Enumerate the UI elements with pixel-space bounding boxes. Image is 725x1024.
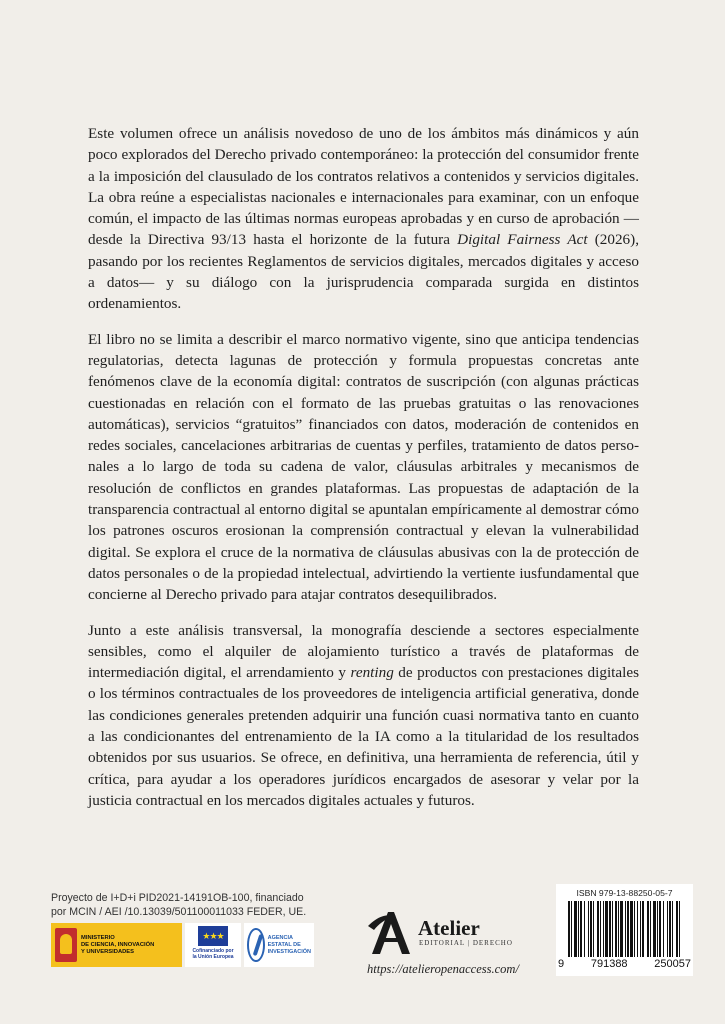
publisher-url[interactable]: https://atelieropenaccess.com/: [367, 962, 519, 976]
publisher-subtitle: EDITORIAL | DERECHO: [419, 939, 513, 947]
publisher-logo: [366, 906, 513, 958]
barcode-bar: [637, 901, 638, 957]
barcode-bar: [627, 901, 629, 957]
barcode-bar: [640, 901, 641, 957]
funding-note: Proyecto de I+D+i PID2021-14191OB-100, financiado por MCIN / AEI /10.13039/501100011033 FEDER, UE.: [51, 892, 307, 918]
barcode-bar: [603, 901, 604, 957]
funder-logos: [51, 923, 314, 967]
barcode-bar: [609, 901, 611, 957]
spain-crest-icon: [55, 928, 77, 962]
barcode-bar: [650, 901, 651, 957]
barcode-bar: [669, 901, 671, 957]
barcode-bar: [653, 901, 656, 957]
isbn-label: ISBN 979-13-88250-05-7: [576, 888, 673, 898]
publisher-name: Atelier: [418, 916, 480, 940]
barcode-bar: [657, 901, 658, 957]
barcode-bar: [672, 901, 673, 957]
paragraph-1: Este volumen ofrece un análisis novedoso de uno de los ámbitos más dinámicos y aún poco explorados del Derecho privado contemporáneo: la protección del consumidor frente a la imposición del clausulado de los contratos relativos a contenidos y servicios digitales. La obra reúne a especialistas nacionales e internacionales para examinar, con un enfoque común, el impacto de las últimas normas europeas aprobadas y en curso de aprobación —desde la Directiva 93/13 hasta el horizonte de la futura Digital Fairness Act (2026), pasando por los recientes Reglamentos de servicios digitales, mercados digitales y acceso a datos— y su diálogo con la jurisprudencia comparada surgida en distintos ordenamientos.: [88, 125, 639, 313]
barcode-bar: [659, 901, 661, 957]
barcode-bar: [597, 901, 599, 957]
barcode-bar: [630, 901, 633, 957]
barcode-bar: [580, 901, 582, 957]
barcode-bar: [584, 901, 585, 957]
barcode-bar: [568, 901, 570, 957]
aei-mark-icon: [247, 928, 265, 962]
barcode-bar: [612, 901, 613, 957]
barcode-bar: [615, 901, 617, 957]
back-cover-text: [88, 123, 639, 825]
barcode-bar: [667, 901, 668, 957]
barcode-bar: [634, 901, 635, 957]
eu-flag-icon: ★★★: [198, 926, 228, 946]
isbn-barcode: [556, 884, 693, 976]
barcode-bar: [676, 901, 678, 957]
barcode-bar: [618, 901, 619, 957]
eu-logo: ★★★ Cofinanciado por la Unión Europea: [185, 923, 241, 967]
barcode-bar: [679, 901, 680, 957]
barcode-bar: [663, 901, 664, 957]
barcode-bar: [578, 901, 579, 957]
barcode-bar: [625, 901, 626, 957]
paragraph-3: Junto a este análisis transversal, la monografía desciende a sectores especialmente sensibles, como el alquiler de alojamiento turístico a través de plataformas de intermediación digital, el arrendamiento y renting de productos con prestaciones digitales o los términos contractuales de los proveedores de inteligencia artificial generativa, donde las condiciones generales pretenden adquirir una función cuasi normativa tanto en cuanto a las condicionantes del entrenamiento de la IA como a la titularidad de los resultados obtenidos por sus usuarios. Se ofrece, en definitiva, una herramienta de referencia, útil y crítica, para ayudar a los operadores jurídicos encargados de asesorar y velar por la justicia contractual en los mercados digitales actuales y futuros.: [88, 621, 640, 809]
barcode-digits: 9 791388 250057: [558, 958, 691, 970]
paragraph-2: El libro no se limita a describir el marco normativo vigente, sino que anticipa tendencias regulatorias, detecta lagunas de protección y formula propuestas concretas ante fenómenos clave de la economía digital: contratos de suscripción (con algunas prácticas cuestionadas en relación con el formato de las pruebas gratuitas o las renovaciones automáticas), servicios “gratuitos” financiados con datos, moderación de contenidos en redes sociales, cancelaciones arbitrarias de cuentas y perfiles, tratamiento de datos personales a lo largo de toda su cadena de valor, cláusulas arbitrales y mecanismos de resolución de conflictos en grandes plataformas. Las propuestas de adaptación de la transparencia contractual al entorno digital se apuntalan empíricamente al demostrar cómo los patrones oscuros erosionan la comprensión contractual y elevan la vulnerabilidad digital. Se explora el cruce de la normativa de cláusulas abusivas con la de protección de datos personales o de la propiedad intelectual, advirtiendo la vertiente iusfundamental que concierne al Derecho privado para atajar contratos desequilibrados.: [88, 330, 639, 604]
barcode-bar: [590, 901, 592, 957]
aei-logo: AGENCIA ESTATAL DE INVESTIGACIÓN: [244, 923, 314, 967]
barcode-bar: [571, 901, 572, 957]
ministry-logo: MINISTERIO DE CIENCIA, INNOVACIÓN Y UNIVERSIDADES: [51, 923, 182, 967]
barcode-bar: [620, 901, 623, 957]
barcode-bar: [600, 901, 601, 957]
barcode-bar: [574, 901, 577, 957]
barcode-bar: [593, 901, 594, 957]
atelier-emblem-icon: [366, 906, 414, 958]
barcode-bar: [605, 901, 608, 957]
barcode-bar: [647, 901, 649, 957]
barcode-bar: [588, 901, 589, 957]
barcode-bar: [642, 901, 644, 957]
barcode-bars: [568, 901, 681, 959]
